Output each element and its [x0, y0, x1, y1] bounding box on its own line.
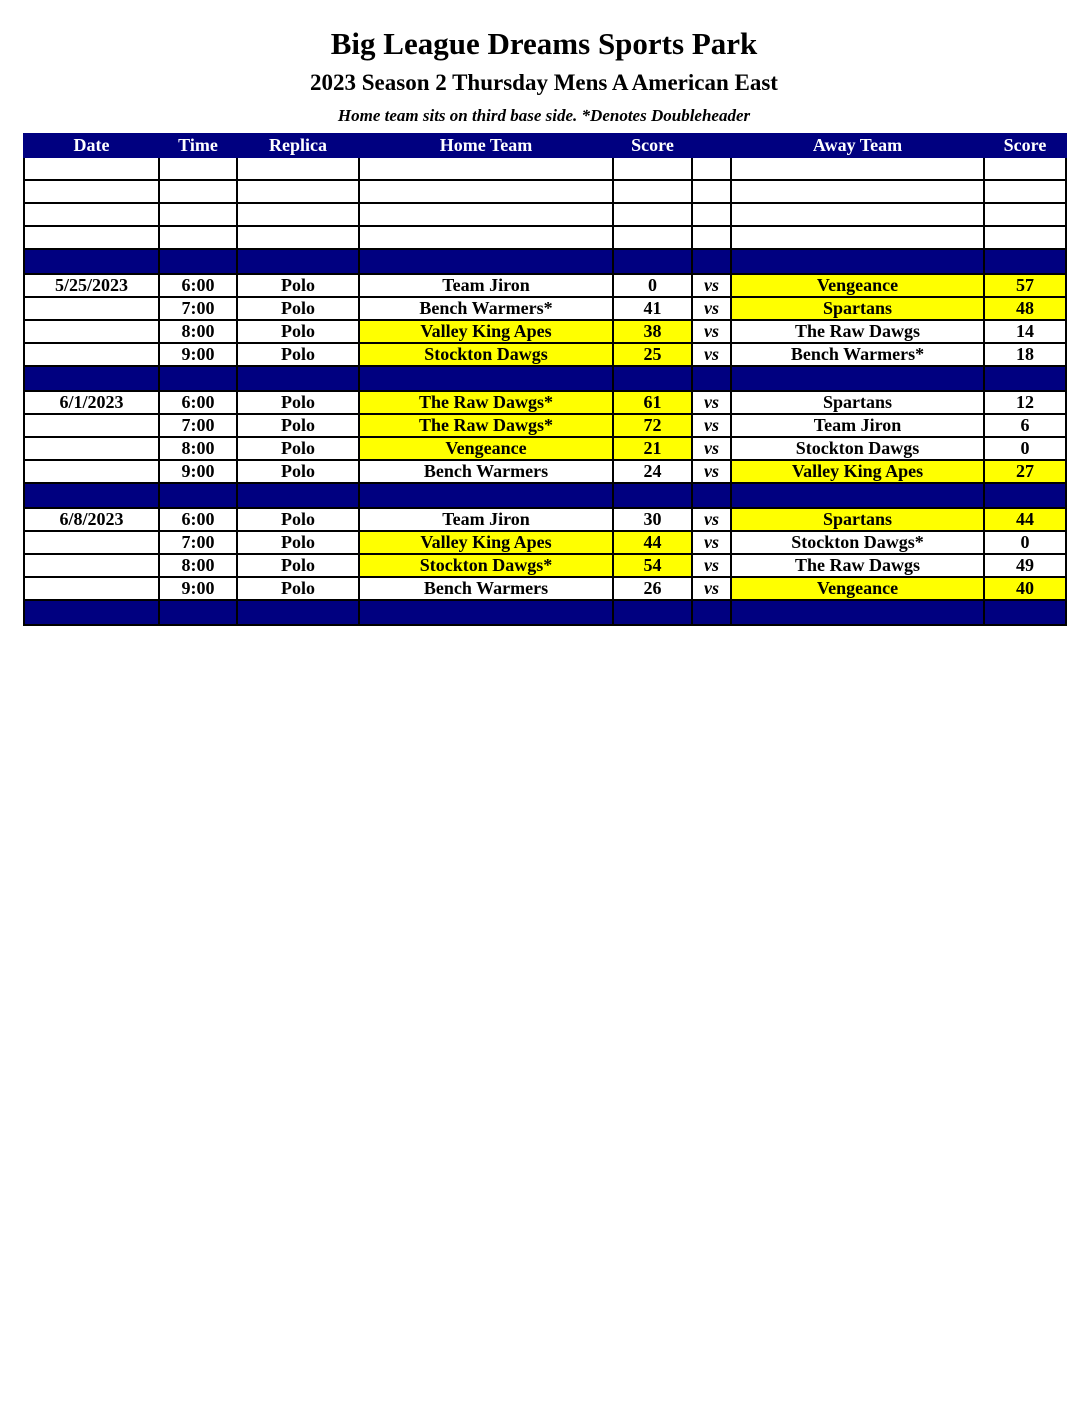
table-header-row [24, 134, 1066, 157]
cell-vs: vs [692, 437, 731, 460]
cell-time: 7:00 [159, 297, 237, 320]
cell-away-team: Bench Warmers* [731, 343, 984, 366]
cell-away-team: Spartans [731, 391, 984, 414]
cell-home-score [613, 180, 692, 203]
cell-vs: vs [692, 577, 731, 600]
cell-away-team [731, 203, 984, 226]
cell-replica [237, 366, 359, 391]
cell-home-score: 21 [613, 437, 692, 460]
cell-away-team: The Raw Dawgs [731, 554, 984, 577]
cell-time [159, 157, 237, 180]
cell-home-team [359, 600, 613, 625]
cell-away-score: 14 [984, 320, 1066, 343]
cell-date [24, 600, 159, 625]
cell-away-score: 27 [984, 460, 1066, 483]
cell-home-score: 54 [613, 554, 692, 577]
cell-away-team [731, 483, 984, 508]
cell-date [24, 157, 159, 180]
cell-time: 8:00 [159, 554, 237, 577]
cell-vs: vs [692, 508, 731, 531]
table-row [24, 460, 1066, 483]
cell-away-score [984, 226, 1066, 249]
cell-away-team [731, 180, 984, 203]
cell-home-team: Bench Warmers [359, 460, 613, 483]
cell-home-team: Team Jiron [359, 508, 613, 531]
cell-vs: vs [692, 274, 731, 297]
cell-home-score: 61 [613, 391, 692, 414]
page-subtitle: 2023 Season 2 Thursday Mens A American East [310, 70, 778, 95]
cell-vs [692, 180, 731, 203]
cell-home-team [359, 157, 613, 180]
cell-home-score: 0 [613, 274, 692, 297]
cell-away-score [984, 203, 1066, 226]
cell-home-team [359, 366, 613, 391]
cell-away-team: Stockton Dawgs [731, 437, 984, 460]
cell-replica: Polo [237, 508, 359, 531]
table-row [24, 531, 1066, 554]
cell-vs [692, 600, 731, 625]
cell-home-team [359, 203, 613, 226]
cell-away-team: The Raw Dawgs [731, 320, 984, 343]
separator-row [24, 483, 1066, 508]
cell-date [24, 180, 159, 203]
cell-away-team: Spartans [731, 297, 984, 320]
cell-away-score: 18 [984, 343, 1066, 366]
cell-replica: Polo [237, 554, 359, 577]
cell-time: 6:00 [159, 508, 237, 531]
cell-home-team: Stockton Dawgs [359, 343, 613, 366]
cell-date [24, 414, 159, 437]
cell-away-team [731, 600, 984, 625]
cell-away-team: Stockton Dawgs* [731, 531, 984, 554]
cell-replica [237, 157, 359, 180]
cell-time [159, 180, 237, 203]
cell-replica: Polo [237, 297, 359, 320]
cell-date: 6/1/2023 [24, 391, 159, 414]
table-row [24, 437, 1066, 460]
table-row [24, 274, 1066, 297]
cell-time: 9:00 [159, 577, 237, 600]
cell-away-score: 49 [984, 554, 1066, 577]
col-header-home-team: Home Team [359, 134, 613, 157]
cell-home-score [613, 226, 692, 249]
cell-home-team [359, 180, 613, 203]
cell-away-team: Vengeance [731, 577, 984, 600]
separator-row [24, 249, 1066, 274]
cell-date [24, 366, 159, 391]
cell-home-team: Team Jiron [359, 274, 613, 297]
cell-time: 7:00 [159, 414, 237, 437]
cell-replica: Polo [237, 531, 359, 554]
cell-time: 8:00 [159, 320, 237, 343]
cell-away-score: 0 [984, 531, 1066, 554]
cell-home-team: Vengeance [359, 437, 613, 460]
cell-date [24, 531, 159, 554]
cell-time: 8:00 [159, 437, 237, 460]
cell-replica [237, 249, 359, 274]
blank-row [24, 226, 1066, 249]
cell-replica [237, 483, 359, 508]
col-header-date: Date [24, 134, 159, 157]
cell-away-team: Spartans [731, 508, 984, 531]
page-title: Big League Dreams Sports Park [330, 26, 758, 61]
cell-time: 7:00 [159, 531, 237, 554]
cell-time: 6:00 [159, 274, 237, 297]
cell-home-score: 72 [613, 414, 692, 437]
cell-home-team [359, 249, 613, 274]
cell-date [24, 460, 159, 483]
cell-date [24, 226, 159, 249]
col-header-home-score: Score [613, 134, 692, 157]
cell-vs [692, 249, 731, 274]
cell-date: 5/25/2023 [24, 274, 159, 297]
cell-away-score [984, 180, 1066, 203]
schedule-table [23, 133, 1067, 626]
cell-vs [692, 366, 731, 391]
cell-vs: vs [692, 554, 731, 577]
cell-home-score [613, 157, 692, 180]
cell-vs [692, 226, 731, 249]
cell-date [24, 320, 159, 343]
cell-away-team: Vengeance [731, 274, 984, 297]
cell-vs [692, 483, 731, 508]
cell-time [159, 366, 237, 391]
cell-away-team: Team Jiron [731, 414, 984, 437]
cell-home-score: 26 [613, 577, 692, 600]
cell-away-score: 6 [984, 414, 1066, 437]
cell-away-score [984, 483, 1066, 508]
table-row [24, 343, 1066, 366]
cell-home-team: Stockton Dawgs* [359, 554, 613, 577]
cell-date [24, 577, 159, 600]
cell-time: 9:00 [159, 343, 237, 366]
cell-replica: Polo [237, 343, 359, 366]
cell-home-score: 44 [613, 531, 692, 554]
cell-away-team: Valley King Apes [731, 460, 984, 483]
cell-home-score [613, 483, 692, 508]
schedule-note: Home team sits on third base side. *Denotes Doubleheader [337, 106, 751, 125]
cell-away-score: 40 [984, 577, 1066, 600]
separator-row [24, 366, 1066, 391]
cell-home-team: The Raw Dawgs* [359, 414, 613, 437]
cell-away-score [984, 366, 1066, 391]
table-row [24, 508, 1066, 531]
cell-home-team: Valley King Apes [359, 320, 613, 343]
cell-home-team: Bench Warmers [359, 577, 613, 600]
cell-home-score [613, 249, 692, 274]
cell-date [24, 483, 159, 508]
cell-time [159, 203, 237, 226]
blank-row [24, 157, 1066, 180]
cell-date [24, 343, 159, 366]
cell-away-score: 12 [984, 391, 1066, 414]
cell-home-score: 30 [613, 508, 692, 531]
cell-away-team [731, 366, 984, 391]
cell-home-team [359, 483, 613, 508]
separator-row [24, 600, 1066, 625]
cell-replica: Polo [237, 391, 359, 414]
cell-away-team [731, 249, 984, 274]
cell-vs: vs [692, 297, 731, 320]
cell-away-score: 0 [984, 437, 1066, 460]
cell-away-team [731, 226, 984, 249]
cell-home-team [359, 226, 613, 249]
cell-time: 6:00 [159, 391, 237, 414]
cell-vs: vs [692, 460, 731, 483]
cell-vs: vs [692, 391, 731, 414]
col-header-away-team: Away Team [731, 134, 984, 157]
cell-replica [237, 203, 359, 226]
cell-home-score [613, 203, 692, 226]
cell-away-score [984, 249, 1066, 274]
cell-time [159, 600, 237, 625]
cell-date [24, 249, 159, 274]
cell-home-score: 25 [613, 343, 692, 366]
cell-home-score: 24 [613, 460, 692, 483]
cell-time: 9:00 [159, 460, 237, 483]
cell-home-score [613, 366, 692, 391]
cell-replica [237, 226, 359, 249]
cell-away-score: 44 [984, 508, 1066, 531]
table-row [24, 554, 1066, 577]
cell-time [159, 249, 237, 274]
table-row [24, 297, 1066, 320]
cell-replica: Polo [237, 460, 359, 483]
cell-vs: vs [692, 320, 731, 343]
cell-date [24, 297, 159, 320]
cell-vs [692, 203, 731, 226]
blank-row [24, 180, 1066, 203]
cell-vs: vs [692, 414, 731, 437]
table-row [24, 391, 1066, 414]
cell-away-team [731, 157, 984, 180]
cell-replica: Polo [237, 414, 359, 437]
cell-date [24, 437, 159, 460]
cell-replica: Polo [237, 437, 359, 460]
cell-home-score [613, 600, 692, 625]
cell-vs: vs [692, 343, 731, 366]
cell-replica: Polo [237, 320, 359, 343]
cell-replica: Polo [237, 577, 359, 600]
col-header-vs [692, 134, 731, 157]
cell-replica [237, 180, 359, 203]
cell-date: 6/8/2023 [24, 508, 159, 531]
cell-home-score: 38 [613, 320, 692, 343]
cell-time [159, 483, 237, 508]
cell-home-team: Bench Warmers* [359, 297, 613, 320]
cell-time [159, 226, 237, 249]
cell-vs: vs [692, 531, 731, 554]
cell-replica [237, 600, 359, 625]
cell-away-score [984, 157, 1066, 180]
blank-row [24, 203, 1066, 226]
cell-home-score: 41 [613, 297, 692, 320]
table-row [24, 577, 1066, 600]
cell-away-score: 48 [984, 297, 1066, 320]
cell-replica: Polo [237, 274, 359, 297]
cell-home-team: The Raw Dawgs* [359, 391, 613, 414]
cell-home-team: Valley King Apes [359, 531, 613, 554]
cell-vs [692, 157, 731, 180]
col-header-replica: Replica [237, 134, 359, 157]
table-row [24, 414, 1066, 437]
cell-away-score [984, 600, 1066, 625]
col-header-time: Time [159, 134, 237, 157]
table-row [24, 320, 1066, 343]
cell-date [24, 554, 159, 577]
col-header-away-score: Score [984, 134, 1066, 157]
cell-date [24, 203, 159, 226]
cell-away-score: 57 [984, 274, 1066, 297]
